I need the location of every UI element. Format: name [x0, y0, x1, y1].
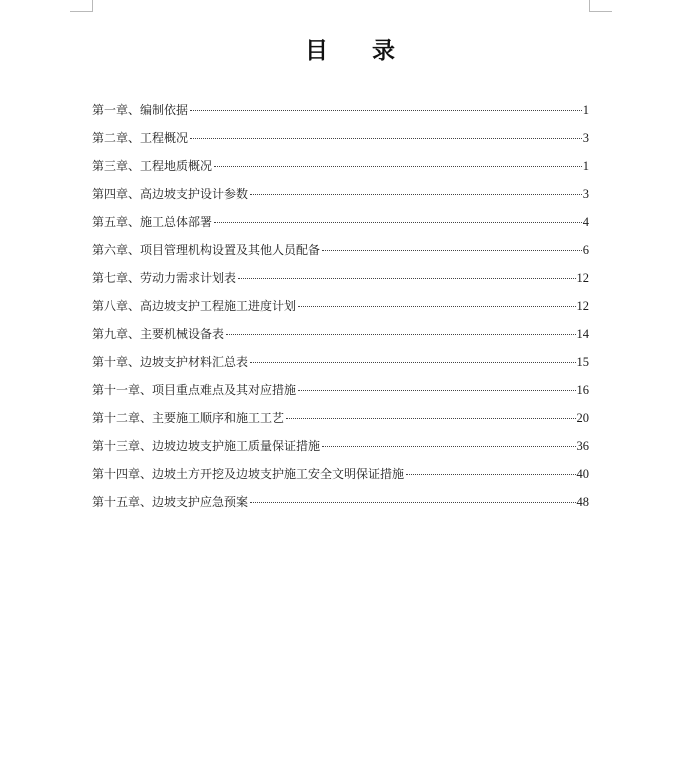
- toc-entry-label: 第六章、项目管理机构设置及其他人员配备: [92, 243, 321, 257]
- toc-entry[interactable]: [92, 488, 589, 516]
- toc-entry[interactable]: [92, 432, 589, 460]
- toc-entry[interactable]: [92, 152, 589, 180]
- toc-entry-label: 第十一章、项目重点难点及其对应措施: [92, 383, 297, 397]
- toc-entry-label: 第十章、边坡支护材料汇总表: [92, 355, 249, 369]
- toc-page-number: 3: [582, 187, 589, 201]
- toc-dot-leader: [238, 278, 575, 279]
- toc-entry[interactable]: [92, 404, 589, 432]
- toc-dot-leader: [190, 110, 582, 111]
- toc-page-number: 14: [576, 327, 589, 341]
- toc-entry-label: 第四章、高边坡支护设计参数: [92, 187, 249, 201]
- toc-entry[interactable]: [92, 124, 589, 152]
- toc-entry-label: 第八章、高边坡支护工程施工进度计划: [92, 299, 297, 313]
- table-of-contents: [92, 96, 589, 516]
- toc-entry[interactable]: [92, 96, 589, 124]
- toc-entry[interactable]: [92, 264, 589, 292]
- toc-entry-label: 第七章、劳动力需求计划表: [92, 271, 237, 285]
- toc-page-number: 1: [582, 159, 589, 173]
- toc-dot-leader: [226, 334, 575, 335]
- toc-page-number: 15: [576, 355, 589, 369]
- toc-page-number: 12: [576, 299, 589, 313]
- toc-title: 目 录: [304, 37, 413, 64]
- toc-dot-leader: [286, 418, 575, 419]
- toc-entry[interactable]: [92, 348, 589, 376]
- crop-mark-top-left: [70, 0, 93, 12]
- toc-dot-leader: [322, 446, 575, 447]
- toc-page-number: 4: [582, 215, 589, 229]
- toc-dot-leader: [214, 166, 582, 167]
- toc-entry-label: 第十四章、边坡土方开挖及边坡支护施工安全文明保证措施: [92, 467, 405, 481]
- toc-entry-label: 第五章、施工总体部署: [92, 215, 213, 229]
- toc-page-number: 1: [582, 103, 589, 117]
- toc-dot-leader: [322, 250, 582, 251]
- toc-entry-label: 第一章、编制依据: [92, 103, 189, 117]
- crop-mark-top-right: [589, 0, 612, 12]
- toc-dot-leader: [214, 222, 582, 223]
- toc-page-number: 40: [576, 467, 589, 481]
- toc-dot-leader: [298, 306, 575, 307]
- toc-dot-leader: [406, 474, 575, 475]
- toc-entry-label: 第二章、工程概况: [92, 131, 189, 145]
- toc-page-number: 3: [582, 131, 589, 145]
- toc-entry[interactable]: [92, 180, 589, 208]
- toc-dot-leader: [250, 502, 575, 503]
- toc-entry[interactable]: [92, 320, 589, 348]
- toc-entry-label: 第三章、工程地质概况: [92, 159, 213, 173]
- toc-dot-leader: [250, 194, 582, 195]
- toc-page-number: 36: [576, 439, 589, 453]
- toc-entry[interactable]: [92, 460, 589, 488]
- toc-dot-leader: [250, 362, 575, 363]
- toc-entry-label: 第十三章、边坡边坡支护施工质量保证措施: [92, 439, 321, 453]
- toc-dot-leader: [298, 390, 575, 391]
- toc-page-number: 12: [576, 271, 589, 285]
- toc-page-number: 6: [582, 243, 589, 257]
- toc-entry-label: 第十二章、主要施工顺序和施工工艺: [92, 411, 285, 425]
- toc-page-number: 48: [576, 495, 589, 509]
- toc-entry[interactable]: [92, 292, 589, 320]
- toc-entry-label: 第九章、主要机械设备表: [92, 327, 225, 341]
- toc-dot-leader: [190, 138, 582, 139]
- toc-entry[interactable]: [92, 236, 589, 264]
- toc-entry[interactable]: [92, 208, 589, 236]
- toc-page-number: 16: [576, 383, 589, 397]
- toc-entry[interactable]: [92, 376, 589, 404]
- toc-page-number: 20: [576, 411, 589, 425]
- toc-entry-label: 第十五章、边坡支护应急预案: [92, 495, 249, 509]
